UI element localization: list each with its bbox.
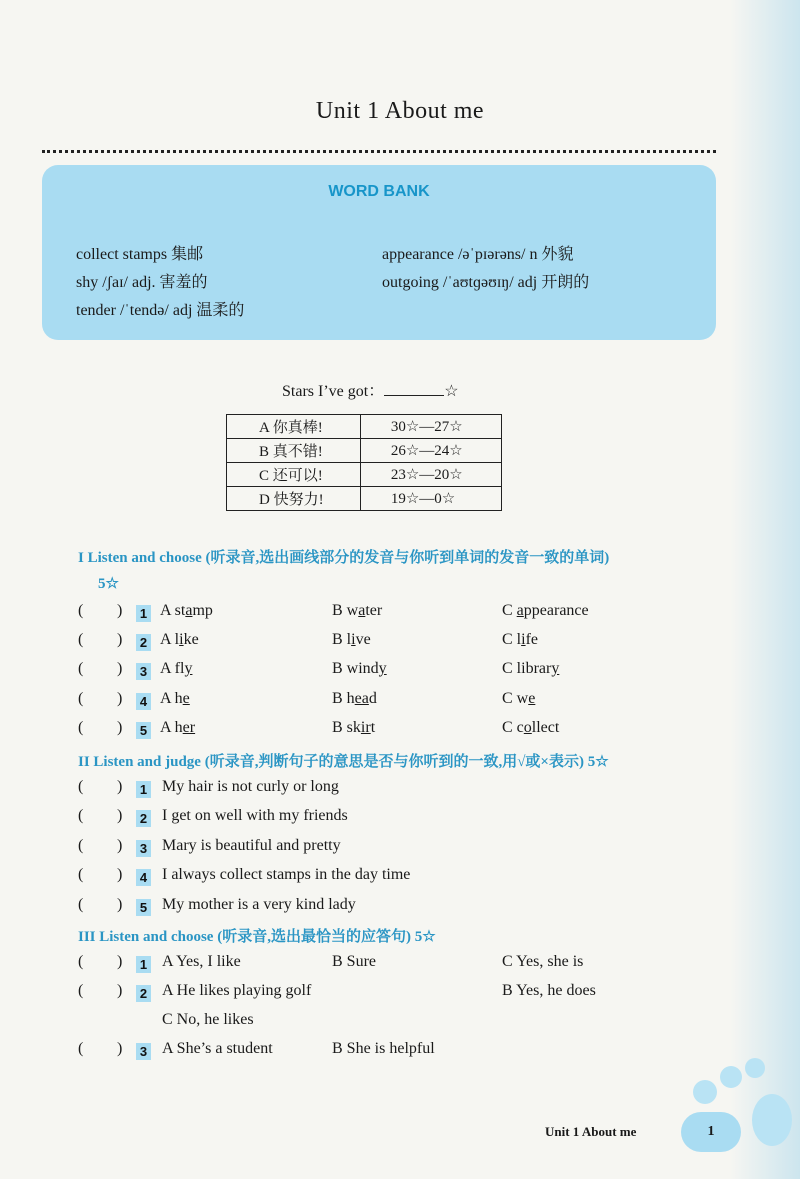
statement-text: My hair is not curly or long	[162, 778, 339, 795]
answer-paren-close[interactable]: )	[117, 837, 123, 854]
option-b	[332, 631, 371, 649]
answer-paren-open[interactable]: (	[78, 660, 84, 677]
option-b: B Yes, he does	[502, 982, 596, 999]
underlined-letters: ir	[360, 719, 371, 736]
paw-print-decoration	[693, 1080, 717, 1104]
answer-paren-open[interactable]: (	[78, 631, 84, 648]
range-cell: 30☆—27☆	[360, 415, 501, 439]
answer-paren-close[interactable]: )	[117, 982, 123, 999]
option-text: ter	[365, 602, 383, 619]
option-c: C No, he likes	[162, 1011, 254, 1028]
option-b: B Sure	[332, 953, 376, 970]
underlined-letters: i	[179, 631, 184, 648]
dotted-divider	[42, 150, 716, 153]
stars-got-line	[282, 378, 459, 401]
section-2-heading: II Listen and judge (听录音,判断句子的意思是否与你听到的一致,用√或×表示) 5☆	[78, 754, 609, 770]
option-text: B h	[332, 690, 355, 707]
page-number: 1	[681, 1112, 741, 1152]
statement-text: My mother is a very kind lady	[162, 896, 356, 913]
answer-paren-open[interactable]: (	[78, 690, 84, 707]
option-a	[160, 602, 213, 620]
option-c	[502, 719, 559, 737]
word-bank-item: appearance /əˈpɪərəns/ n 外貌	[382, 246, 574, 263]
question-number: 5	[136, 722, 151, 739]
answer-paren-open[interactable]: (	[78, 807, 84, 824]
underlined-letters: a	[516, 602, 524, 619]
answer-paren-close[interactable]: )	[117, 631, 123, 648]
option-a	[160, 631, 199, 649]
option-text: C l	[502, 631, 522, 648]
option-text: ke	[183, 631, 199, 648]
option-text: B sk	[332, 719, 361, 736]
option-c: C Yes, she is	[502, 953, 584, 970]
option-text: llect	[531, 719, 560, 736]
option-text: d	[368, 690, 377, 707]
option-text: mp	[192, 602, 213, 619]
paw-print-decoration	[752, 1094, 792, 1146]
option-text: t	[370, 719, 376, 736]
grade-cell: A 你真棒!	[227, 415, 361, 439]
underlined-letters: a	[185, 602, 193, 619]
answer-paren-close[interactable]: )	[117, 602, 123, 619]
underlined-letters: i	[351, 631, 356, 648]
answer-paren-open[interactable]: (	[78, 719, 84, 736]
option-text: A st	[160, 602, 186, 619]
option-text: A l	[160, 631, 180, 648]
option-text: C	[502, 602, 517, 619]
underlined-letters: e	[528, 690, 536, 707]
underlined-letters: a	[358, 602, 366, 619]
footer-unit-title: Unit 1 About me	[545, 1124, 637, 1139]
range-cell: 23☆—20☆	[360, 463, 501, 487]
question-number: 1	[136, 781, 151, 798]
word-bank-item: tender /ˈtendə/ adj 温柔的	[76, 302, 245, 319]
option-b	[332, 719, 375, 737]
stars-label: Stars I’ve got：	[282, 383, 385, 400]
word-bank-item: outgoing /ˈaʊtɡəʊɪŋ/ adj 开朗的	[382, 274, 590, 291]
underlined-letters: ea	[354, 690, 369, 707]
option-text: C w	[502, 690, 529, 707]
stars-blank[interactable]	[384, 381, 444, 396]
option-c	[502, 660, 559, 678]
option-c	[502, 631, 538, 649]
table-row	[227, 439, 502, 463]
answer-paren-open[interactable]: (	[78, 953, 84, 970]
option-a: A Yes, I like	[162, 953, 241, 970]
option-a	[160, 660, 192, 678]
statement-text: Mary is beautiful and pretty	[162, 837, 341, 854]
option-c	[502, 602, 589, 620]
statement-text: I get on well with my friends	[162, 807, 348, 824]
grade-cell: D 快努力!	[227, 487, 361, 511]
question-number: 1	[136, 956, 151, 973]
word-bank-item: shy /ʃaɪ/ adj. 害羞的	[76, 274, 208, 291]
grade-cell: B 真不错!	[227, 439, 361, 463]
paw-print-decoration	[720, 1066, 742, 1088]
option-text: C c	[502, 719, 524, 736]
underlined-letters: y	[184, 660, 193, 677]
question-number: 5	[136, 899, 151, 916]
answer-paren-open[interactable]: (	[78, 778, 84, 795]
answer-paren-close[interactable]: )	[117, 719, 123, 736]
grade-cell: C 还可以!	[227, 463, 361, 487]
option-text: A fl	[160, 660, 185, 677]
option-b	[332, 660, 387, 678]
option-b	[332, 690, 377, 708]
answer-paren-close[interactable]: )	[117, 1040, 123, 1057]
table-row	[227, 463, 502, 487]
option-text: A h	[160, 690, 183, 707]
question-number: 1	[136, 605, 151, 622]
answer-paren-close[interactable]: )	[117, 807, 123, 824]
question-number: 4	[136, 869, 151, 886]
range-cell: 19☆—0☆	[360, 487, 501, 511]
answer-paren-open[interactable]: (	[78, 982, 84, 999]
page-title: Unit 1 About me	[315, 98, 485, 124]
paw-print-decoration	[745, 1058, 765, 1078]
underlined-letters: er	[182, 719, 196, 736]
answer-paren-close[interactable]: )	[117, 690, 123, 707]
answer-paren-close[interactable]: )	[117, 660, 123, 677]
question-number: 2	[136, 810, 151, 827]
answer-paren-close[interactable]: )	[117, 866, 123, 883]
question-number: 3	[136, 1043, 151, 1060]
table-row	[227, 487, 502, 511]
option-text: ppearance	[523, 602, 589, 619]
question-number: 2	[136, 985, 151, 1002]
section-1-score: 5☆	[98, 576, 119, 592]
word-bank-title: WORD BANK	[328, 183, 430, 200]
option-text: B l	[332, 631, 352, 648]
question-number: 4	[136, 693, 151, 710]
section-3-heading: III Listen and choose (听录音,选出最恰当的应答句) 5☆	[78, 929, 436, 945]
option-text: C librar	[502, 660, 552, 677]
option-b	[332, 602, 382, 620]
option-a: A He likes playing golf	[162, 982, 312, 999]
answer-paren-open[interactable]: (	[78, 837, 84, 854]
range-cell: 26☆—24☆	[360, 439, 501, 463]
option-text: A h	[160, 719, 183, 736]
answer-paren-open[interactable]: (	[78, 602, 84, 619]
option-text: B wind	[332, 660, 379, 677]
question-number: 2	[136, 634, 151, 651]
option-a	[160, 690, 190, 708]
answer-paren-close[interactable]: )	[117, 778, 123, 795]
option-a	[160, 719, 195, 737]
underlined-letters: e	[182, 690, 190, 707]
option-text: ve	[355, 631, 371, 648]
underlined-letters: i	[521, 631, 526, 648]
underlined-letters: o	[523, 719, 532, 736]
answer-paren-open[interactable]: (	[78, 1040, 84, 1057]
option-c	[502, 690, 535, 708]
answer-paren-close[interactable]: )	[117, 896, 123, 913]
option-text: fe	[525, 631, 539, 648]
answer-paren-close[interactable]: )	[117, 953, 123, 970]
statement-text: I always collect stamps in the day time	[162, 866, 411, 883]
answer-paren-open[interactable]: (	[78, 896, 84, 913]
word-bank-item: collect stamps 集邮	[76, 246, 204, 263]
question-number: 3	[136, 663, 151, 680]
option-b: B She is helpful	[332, 1040, 435, 1057]
page-edge-shade	[730, 0, 800, 1179]
underlined-letters: y	[551, 660, 560, 677]
word-bank-box	[42, 165, 716, 340]
question-number: 3	[136, 840, 151, 857]
option-text: B w	[332, 602, 359, 619]
answer-paren-open[interactable]: (	[78, 866, 84, 883]
star-icon: ☆	[444, 383, 459, 400]
section-1-heading: I Listen and choose (听录音,选出画线部分的发音与你听到单词的发音一致的单词)	[78, 550, 610, 566]
underlined-letters: y	[378, 660, 387, 677]
option-a: A She’s a student	[162, 1040, 273, 1057]
grade-table	[226, 414, 502, 511]
table-row	[227, 415, 502, 439]
